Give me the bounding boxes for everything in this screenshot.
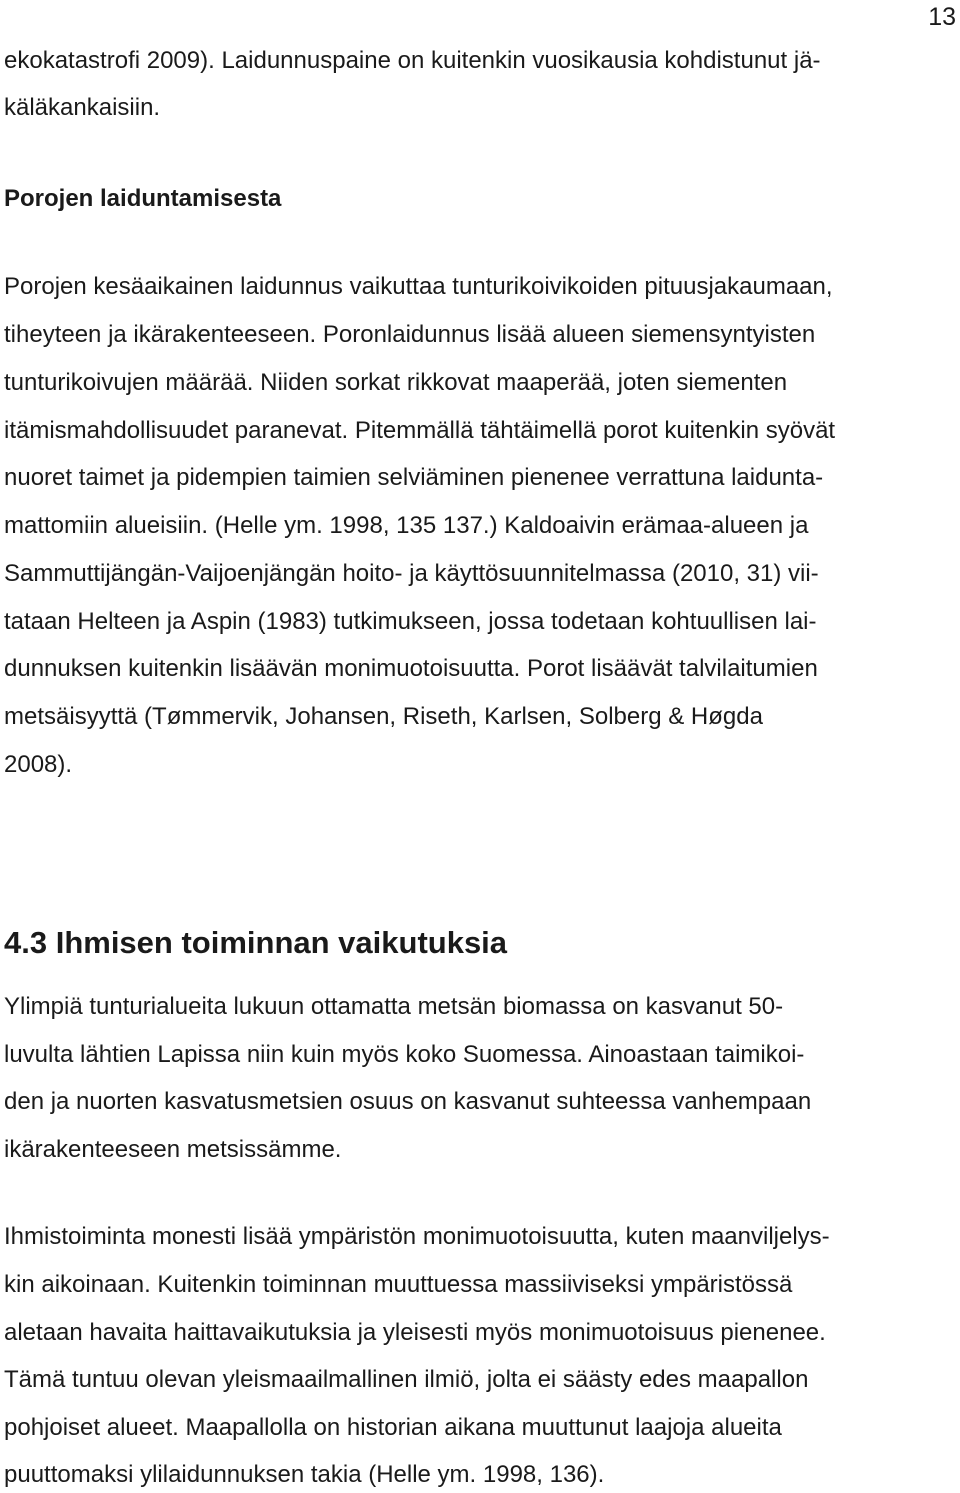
text-line: Sammuttijängän-Vaijoenjängän hoito- ja käyttösuunnitelmassa (2010, 31) vii-: [4, 560, 819, 587]
text-line: luvulta lähtien Lapissa niin kuin myös koko Suomessa. Ainoastaan taimikoi-: [4, 1041, 805, 1068]
text-line: puuttomaksi ylilaidunnuksen takia (Helle ym. 1998, 136).: [4, 1461, 605, 1488]
text-line: nuoret taimet ja pidempien taimien selviäminen pienenee verrattuna laidunta-: [4, 464, 824, 491]
text-line: ekokatastrofi 2009). Laidunnuspaine on kuitenkin vuosikausia kohdistunut jä-: [4, 47, 821, 74]
text-line: Tämä tuntuu olevan yleismaailmallinen ilmiö, jolta ei säästy edes maapallon: [4, 1366, 809, 1393]
text-line: ikärakenteeseen metsissämme.: [4, 1136, 342, 1163]
text-line: metsäisyyttä (Tømmervik, Johansen, Riseth, Karlsen, Solberg & Høgda: [4, 703, 763, 730]
subheading: Porojen laiduntamisesta: [4, 185, 282, 212]
text-line: pohjoiset alueet. Maapallolla on historian aikana muuttunut laajoja alueita: [4, 1414, 782, 1441]
text-line: Ihmistoiminta monesti lisää ympäristön monimuotoisuutta, kuten maanviljelys-: [4, 1223, 830, 1250]
text-line: 2008).: [4, 751, 73, 778]
text-line: Ylimpiä tunturialueita lukuun ottamatta metsän biomassa on kasvanut 50-: [4, 993, 784, 1020]
text-line: tataan Helteen ja Aspin (1983) tutkimukseen, jossa todetaan kohtuullisen lai-: [4, 608, 817, 635]
text-line: Porojen kesäaikainen laidunnus vaikuttaa tunturikoivikoiden pituusjakaumaan,: [4, 273, 833, 300]
text-line: tiheyteen ja ikärakenteeseen. Poronlaidunnus lisää alueen siemensyntyisten: [4, 321, 816, 348]
section-heading: 4.3 Ihmisen toiminnan vaikutuksia: [4, 925, 508, 960]
text-line: itämismahdollisuudet paranevat. Pitemmällä tähtäimellä porot kuitenkin syövät: [4, 417, 836, 444]
text-line: mattomiin alueisiin. (Helle ym. 1998, 135 137.) Kaldoaivin erämaa-alueen ja: [4, 512, 809, 539]
text-line: dunnuksen kuitenkin lisäävän monimuotoisuutta. Porot lisäävät talvilaitumien: [4, 655, 818, 682]
text-line: tunturikoivujen määrää. Niiden sorkat rikkovat maaperää, joten siementen: [4, 369, 788, 396]
text-line: käläkankaisiin.: [4, 94, 161, 121]
text-line: kin aikoinaan. Kuitenkin toiminnan muuttuessa massiiviseksi ympäristössä: [4, 1271, 793, 1298]
page-number: 13: [928, 3, 956, 31]
text-line: aletaan havaita haittavaikutuksia ja yleisesti myös monimuotoisuus pienenee.: [4, 1319, 826, 1346]
text-line: den ja nuorten kasvatusmetsien osuus on kasvanut suhteessa vanhempaan: [4, 1088, 812, 1115]
